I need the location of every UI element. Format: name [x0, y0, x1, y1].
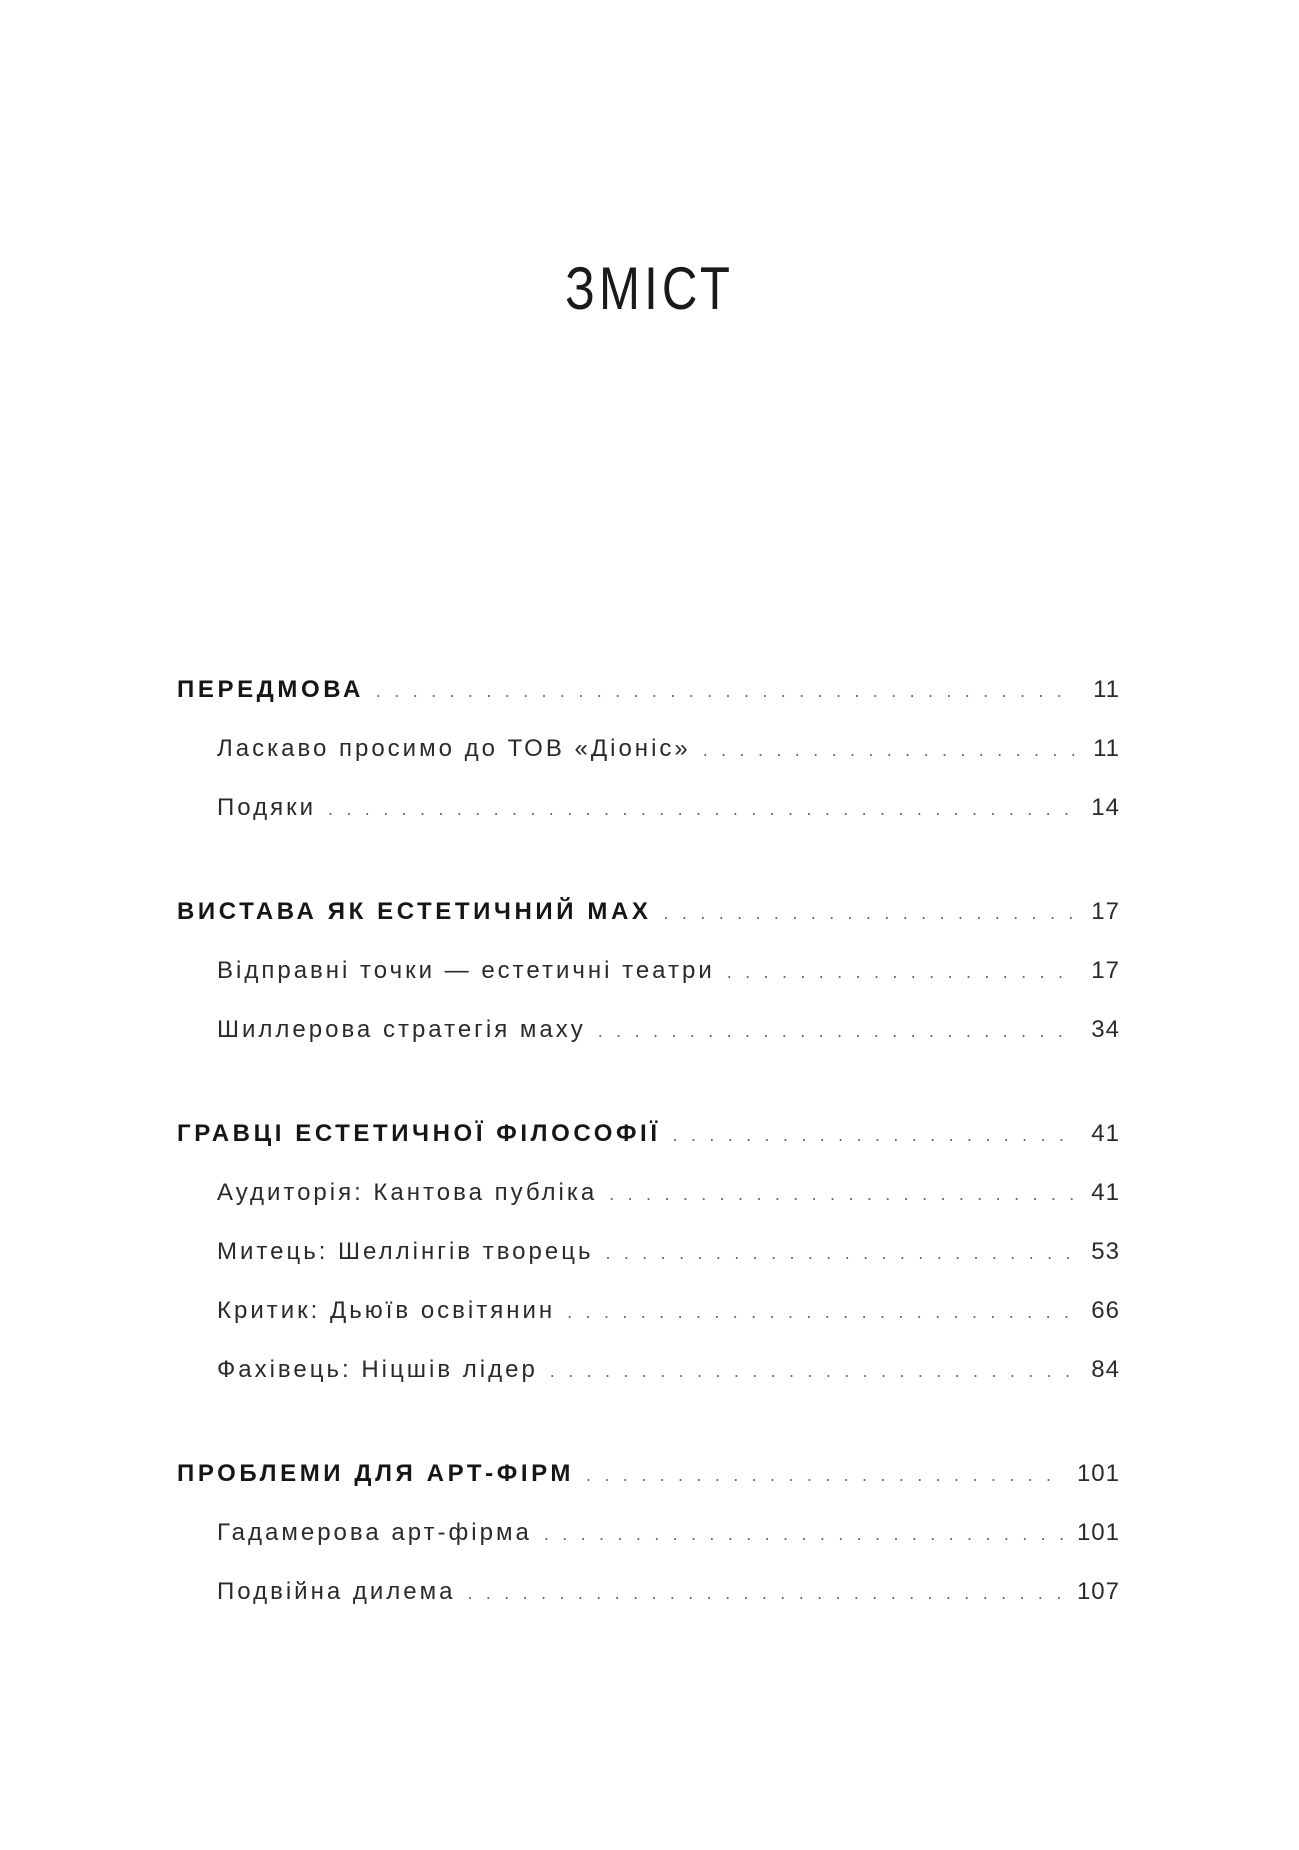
page-number: 84 [1091, 1356, 1120, 1383]
page-number: 17 [1091, 898, 1120, 925]
entry-title: Аудиторія: Кантова публіка [217, 1179, 598, 1206]
page-number: 41 [1091, 1179, 1120, 1206]
toc-entry-row[interactable] [177, 941, 1120, 1000]
page-number: 101 [1076, 1519, 1120, 1546]
entry-title: Митець: Шеллінгів творець [217, 1238, 594, 1265]
dot-leader [673, 1106, 1076, 1165]
entry-title: Фахівець: Ніцшів лідер [217, 1356, 538, 1383]
page-title: ЗМІСТ [565, 255, 734, 323]
toc-chapter-row[interactable] [177, 1444, 1120, 1503]
toc-section-problems [177, 1444, 1120, 1621]
toc-entry-row[interactable] [177, 1281, 1120, 1340]
entry-title: Подяки [217, 794, 316, 821]
entry-title: Подвійна дилема [217, 1578, 456, 1605]
page-number: 11 [1093, 676, 1120, 703]
page-number: 66 [1091, 1297, 1120, 1324]
toc-entry-row[interactable] [177, 719, 1120, 778]
entry-title: Критик: Дьюїв освітянин [217, 1297, 556, 1324]
page-number: 14 [1091, 794, 1120, 821]
chapter-title: ПЕРЕДМОВА [177, 676, 364, 703]
dot-leader [328, 780, 1076, 839]
page-number: 11 [1093, 735, 1120, 762]
page-number: 101 [1076, 1460, 1120, 1487]
page-number: 17 [1091, 957, 1120, 984]
toc-entry-row[interactable] [177, 1163, 1120, 1222]
page-number: 34 [1091, 1016, 1120, 1043]
page-number: 53 [1091, 1238, 1120, 1265]
toc-entry-row[interactable] [177, 1000, 1120, 1059]
toc-entry-row[interactable] [177, 1340, 1120, 1399]
toc-chapter-row[interactable] [177, 660, 1120, 719]
toc-section-preface [177, 660, 1120, 837]
dot-leader [703, 721, 1076, 780]
dot-leader [664, 884, 1076, 943]
dot-leader [727, 943, 1076, 1002]
dot-leader [586, 1446, 1063, 1505]
dot-leader [550, 1342, 1076, 1401]
toc-entry-row[interactable] [177, 1503, 1120, 1562]
chapter-title: ПРОБЛЕМИ ДЛЯ АРТ-ФІРМ [177, 1460, 574, 1487]
dot-leader [609, 1165, 1076, 1224]
toc-section-performance [177, 882, 1120, 1059]
chapter-title: ГРАВЦІ ЕСТЕТИЧНОЇ ФІЛОСОФІЇ [177, 1120, 661, 1147]
chapter-title: ВИСТАВА ЯК ЕСТЕТИЧНИЙ МАХ [177, 898, 652, 925]
page-number: 41 [1091, 1120, 1120, 1147]
dot-leader [605, 1224, 1076, 1283]
entry-title: Ласкаво просимо до ТОВ «Діоніс» [217, 735, 691, 762]
toc-chapter-row[interactable] [177, 882, 1120, 941]
dot-leader [376, 662, 1076, 721]
dot-leader [598, 1002, 1076, 1061]
toc-entry-row[interactable] [177, 1562, 1120, 1621]
page-number: 107 [1076, 1578, 1120, 1605]
entry-title: Відправні точки — естетичні театри [217, 957, 715, 984]
dot-leader [467, 1564, 1063, 1623]
dot-leader [544, 1505, 1063, 1564]
table-of-contents [177, 660, 1120, 1666]
toc-section-players [177, 1104, 1120, 1399]
toc-chapter-row[interactable] [177, 1104, 1120, 1163]
dot-leader [567, 1283, 1076, 1342]
toc-entry-row[interactable] [177, 1222, 1120, 1281]
entry-title: Гадамерова арт-фірма [217, 1519, 532, 1546]
entry-title: Шиллерова стратегія маху [217, 1016, 586, 1043]
toc-entry-row[interactable] [177, 778, 1120, 837]
